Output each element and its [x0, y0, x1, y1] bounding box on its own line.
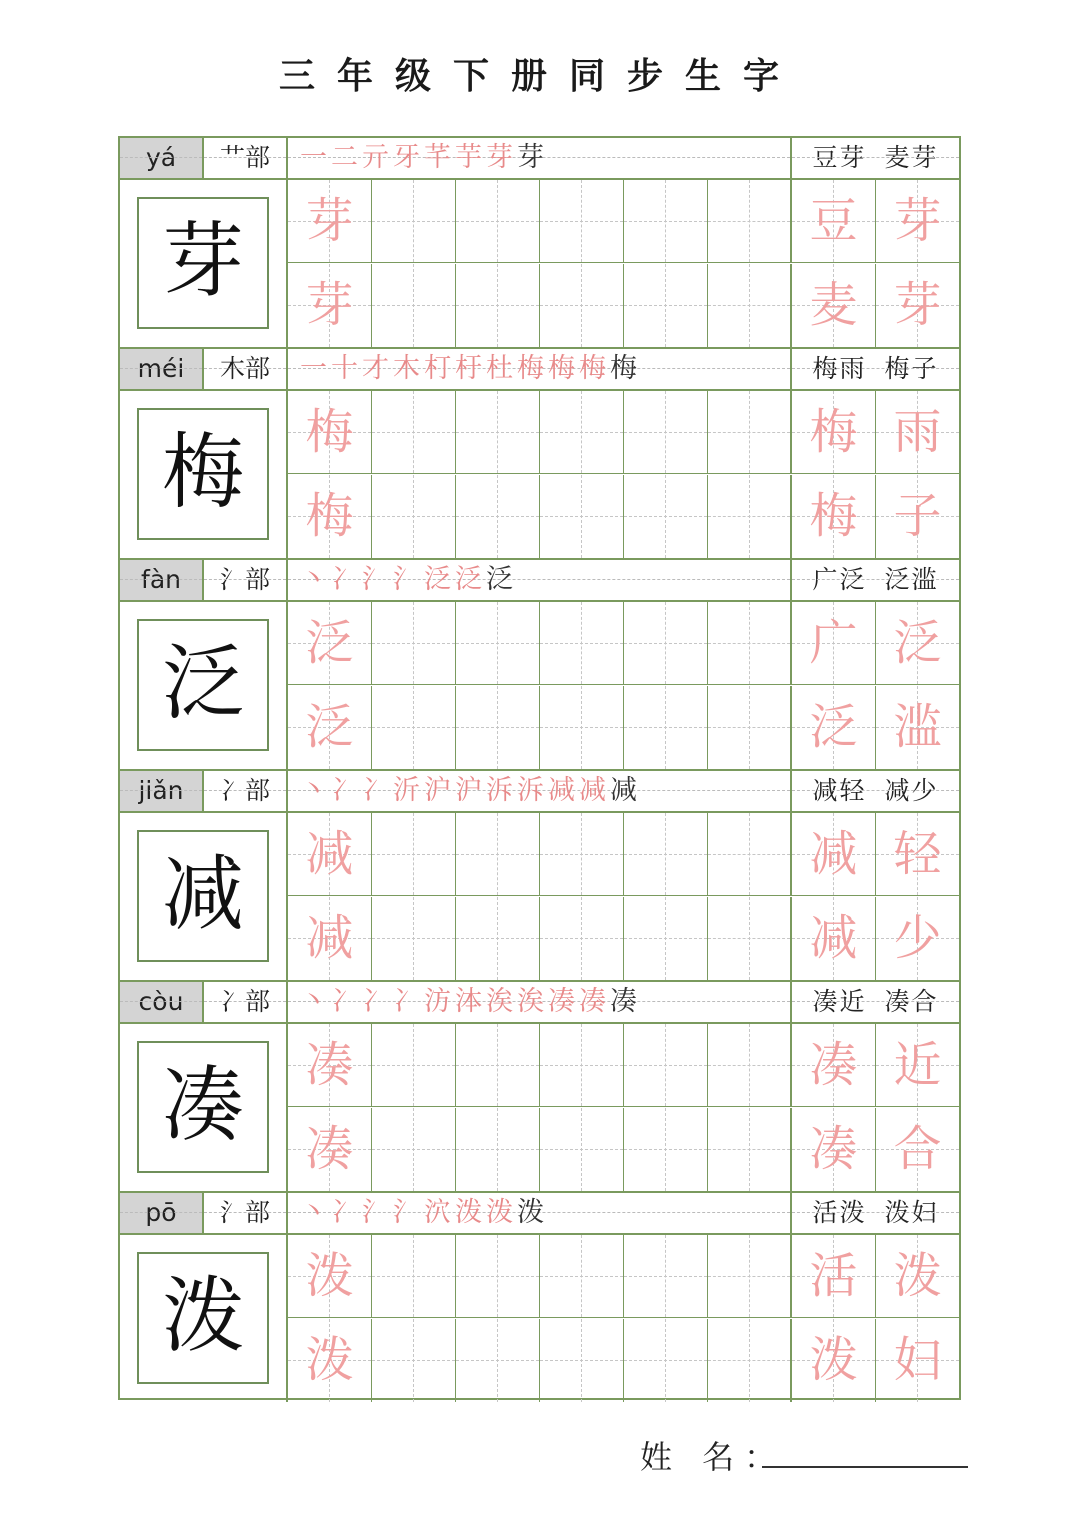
- writing-cell[interactable]: [540, 1235, 624, 1318]
- writing-cell[interactable]: [624, 1024, 708, 1107]
- stroke-final: 芽: [517, 142, 548, 173]
- vocab-trace-char: 轻: [893, 826, 942, 882]
- vocab-trace-char: 子: [893, 488, 942, 544]
- stroke-order: [288, 138, 792, 178]
- stroke-final: 凑: [610, 986, 641, 1017]
- stroke-step: 凑: [579, 986, 610, 1017]
- vocab-words: 豆芽 麦芽: [792, 138, 959, 178]
- writing-cell[interactable]: [708, 1024, 792, 1107]
- vocab-trace-char: 活: [809, 1248, 858, 1304]
- writing-cell[interactable]: [456, 1235, 540, 1318]
- stroke-step: 涘: [486, 986, 517, 1017]
- stroke-step: 丶: [300, 775, 331, 806]
- model-char-cell: [120, 1024, 288, 1191]
- stroke-order: [288, 982, 792, 1022]
- writing-cell[interactable]: [456, 1319, 540, 1402]
- writing-cell[interactable]: [624, 686, 708, 769]
- trace-char: 泛: [305, 699, 354, 755]
- writing-cell[interactable]: [372, 475, 456, 558]
- model-char: 减: [137, 830, 269, 962]
- writing-cell[interactable]: [456, 686, 540, 769]
- writing-cell[interactable]: [540, 602, 624, 685]
- practice-row: [120, 391, 959, 560]
- vocab-cell: [876, 686, 959, 769]
- vocab-words: 梅雨 梅子: [792, 349, 959, 389]
- vocab-cell: [876, 897, 959, 980]
- stroke-step: 冫: [331, 564, 362, 595]
- char-header-row: [120, 771, 959, 813]
- stroke-step: 冫: [331, 1197, 362, 1228]
- stroke-step: 泍: [455, 986, 486, 1017]
- vocab-cell: [792, 1235, 876, 1318]
- vocab-cell: [792, 602, 876, 685]
- vocab-trace-char: 近: [893, 1037, 942, 1093]
- vocab-cell: [792, 813, 876, 896]
- writing-cell[interactable]: [540, 180, 624, 263]
- stroke-final: 泼: [517, 1197, 548, 1228]
- writing-cell[interactable]: [624, 1319, 708, 1402]
- vocab-cell: [876, 1319, 959, 1402]
- vocab-trace-char: 梅: [809, 404, 858, 460]
- vocab-cell: [792, 264, 876, 347]
- writing-cell[interactable]: [624, 264, 708, 347]
- stroke-step: 冫: [331, 986, 362, 1017]
- writing-cell[interactable]: [540, 1024, 624, 1107]
- stroke-step: 氵: [362, 564, 393, 595]
- vocab-cell: [876, 264, 959, 347]
- stroke-step: 朾: [424, 353, 455, 384]
- stroke-step: 减: [548, 775, 579, 806]
- model-char-cell: [120, 602, 288, 769]
- practice-grid: [288, 1024, 792, 1191]
- practice-grid: [288, 813, 792, 980]
- writing-cell[interactable]: [456, 391, 540, 474]
- practice-grid: [288, 391, 792, 558]
- vocab-cell: [876, 180, 959, 263]
- stroke-step: 冫: [362, 775, 393, 806]
- stroke-step: 芊: [424, 142, 455, 173]
- trace-cell: [288, 1235, 372, 1318]
- vocab-trace-char: 豆: [809, 193, 858, 249]
- char-block: [120, 771, 959, 982]
- writing-cell[interactable]: [624, 391, 708, 474]
- vocab-trace-char: 泼: [809, 1332, 858, 1388]
- stroke-final: 梅: [610, 353, 641, 384]
- radical-label: 艹部: [204, 138, 288, 178]
- model-char-cell: [120, 1235, 288, 1402]
- stroke-step: 一: [300, 142, 331, 173]
- trace-char: 梅: [305, 488, 354, 544]
- stroke-step: 涘: [517, 986, 548, 1017]
- stroke-step: 减: [579, 775, 610, 806]
- pinyin-label: fàn: [120, 560, 204, 600]
- char-header-row: [120, 560, 959, 602]
- vocab-cell: [792, 897, 876, 980]
- vocab-trace-char: 减: [809, 910, 858, 966]
- vocab-cell: [792, 686, 876, 769]
- writing-cell[interactable]: [540, 391, 624, 474]
- vocab-words: 减轻 减少: [792, 771, 959, 811]
- stroke-step: 冫: [331, 775, 362, 806]
- writing-cell[interactable]: [624, 813, 708, 896]
- trace-char: 梅: [305, 404, 354, 460]
- writing-cell[interactable]: [708, 475, 792, 558]
- practice-row: [120, 813, 959, 982]
- model-char: 芽: [137, 197, 269, 329]
- trace-cell: [288, 897, 372, 980]
- vocab-trace-char: 芽: [893, 277, 942, 333]
- vocab-cell: [792, 475, 876, 558]
- trace-cell: [288, 1319, 372, 1402]
- trace-cell: [288, 686, 372, 769]
- stroke-step: 杜: [486, 353, 517, 384]
- trace-char: 芽: [305, 277, 354, 333]
- vocab-trace-char: 合: [893, 1121, 942, 1177]
- model-char: 泼: [137, 1252, 269, 1384]
- writing-cell[interactable]: [456, 264, 540, 347]
- writing-cell[interactable]: [372, 1108, 456, 1191]
- vocab-words: 活泼 泼妇: [792, 1193, 959, 1233]
- trace-cell: [288, 264, 372, 347]
- vocab-cell: [876, 813, 959, 896]
- stroke-step: 冫: [362, 986, 393, 1017]
- writing-cell[interactable]: [624, 897, 708, 980]
- vocab-cell: [876, 1024, 959, 1107]
- stroke-step: 一: [300, 353, 331, 384]
- vocab-trace-char: 减: [809, 826, 858, 882]
- writing-cell[interactable]: [372, 1235, 456, 1318]
- vocab-trace-char: 凑: [809, 1121, 858, 1177]
- vocab-cell: [876, 602, 959, 685]
- vocab-cell: [876, 391, 959, 474]
- writing-cell[interactable]: [624, 1235, 708, 1318]
- writing-cell[interactable]: [624, 602, 708, 685]
- vocab-words: 凑近 凑合: [792, 982, 959, 1022]
- stroke-step: 牙: [393, 142, 424, 173]
- stroke-step: 泛: [424, 564, 455, 595]
- char-block: [120, 138, 959, 349]
- vocab-trace-char: 少: [893, 910, 942, 966]
- char-block: [120, 982, 959, 1193]
- writing-cell[interactable]: [456, 1024, 540, 1107]
- practice-row: [120, 1024, 959, 1193]
- vocab-cell: [792, 1108, 876, 1191]
- stroke-step: 沪: [424, 775, 455, 806]
- stroke-final: 减: [610, 775, 641, 806]
- writing-cell[interactable]: [372, 813, 456, 896]
- stroke-step: 杅: [455, 353, 486, 384]
- stroke-step: 沪: [455, 775, 486, 806]
- vocab-grid: [792, 180, 959, 347]
- char-block: [120, 560, 959, 771]
- writing-cell[interactable]: [372, 180, 456, 263]
- name-label: 姓 名：: [640, 1438, 787, 1476]
- trace-cell: [288, 813, 372, 896]
- trace-char: 凑: [305, 1121, 354, 1177]
- stroke-step: 氵: [393, 564, 424, 595]
- stroke-order: [288, 349, 792, 389]
- vocab-cell: [876, 1108, 959, 1191]
- vocab-trace-char: 泼: [893, 1248, 942, 1304]
- pinyin-label: còu: [120, 982, 204, 1022]
- writing-cell[interactable]: [456, 475, 540, 558]
- stroke-order: [288, 1193, 792, 1233]
- stroke-step: 芽: [486, 142, 517, 173]
- vocab-grid: [792, 602, 959, 769]
- pinyin-label: yá: [120, 138, 204, 178]
- stroke-step: 泬: [424, 1197, 455, 1228]
- practice-sheet: [118, 136, 961, 1400]
- writing-cell[interactable]: [708, 602, 792, 685]
- stroke-step: 氵: [362, 1197, 393, 1228]
- writing-cell[interactable]: [708, 1235, 792, 1318]
- stroke-step: 二: [331, 142, 362, 173]
- writing-cell[interactable]: [708, 686, 792, 769]
- writing-cell[interactable]: [708, 180, 792, 263]
- stroke-order: [288, 771, 792, 811]
- trace-char: 芽: [305, 193, 354, 249]
- char-header-row: [120, 1193, 959, 1235]
- pinyin-label: jiǎn: [120, 771, 204, 811]
- writing-cell[interactable]: [456, 813, 540, 896]
- writing-cell[interactable]: [624, 475, 708, 558]
- writing-cell[interactable]: [540, 813, 624, 896]
- writing-cell[interactable]: [708, 264, 792, 347]
- vocab-cell: [792, 1024, 876, 1107]
- trace-cell: [288, 180, 372, 263]
- trace-cell: [288, 602, 372, 685]
- trace-char: 泛: [305, 615, 354, 671]
- trace-char: 泼: [305, 1248, 354, 1304]
- practice-grid: [288, 602, 792, 769]
- page-title: 三年级下册同步生字: [278, 55, 801, 97]
- vocab-words: 广泛 泛滥: [792, 560, 959, 600]
- writing-cell[interactable]: [372, 391, 456, 474]
- vocab-trace-char: 广: [809, 615, 858, 671]
- stroke-step: 泝: [486, 775, 517, 806]
- stroke-step: 泝: [517, 775, 548, 806]
- vocab-cell: [876, 475, 959, 558]
- vocab-trace-char: 妇: [893, 1332, 942, 1388]
- stroke-step: 梅: [548, 353, 579, 384]
- char-header-row: [120, 349, 959, 391]
- vocab-grid: [792, 813, 959, 980]
- stroke-order: [288, 560, 792, 600]
- vocab-trace-char: 麦: [809, 277, 858, 333]
- model-char-cell: [120, 813, 288, 980]
- stroke-step: 亓: [362, 142, 393, 173]
- writing-cell[interactable]: [540, 1108, 624, 1191]
- model-char: 凑: [137, 1041, 269, 1173]
- writing-cell[interactable]: [708, 391, 792, 474]
- writing-cell[interactable]: [708, 813, 792, 896]
- writing-cell[interactable]: [372, 1319, 456, 1402]
- vocab-cell: [792, 180, 876, 263]
- trace-cell: [288, 1024, 372, 1107]
- char-block: [120, 1193, 959, 1404]
- model-char: 泛: [137, 619, 269, 751]
- name-input-line[interactable]: [762, 1466, 968, 1468]
- model-char: 梅: [137, 408, 269, 540]
- writing-cell[interactable]: [708, 1108, 792, 1191]
- practice-row: [120, 602, 959, 771]
- pinyin-label: pō: [120, 1193, 204, 1233]
- stroke-step: 才: [362, 353, 393, 384]
- practice-grid: [288, 180, 792, 347]
- vocab-trace-char: 泛: [809, 699, 858, 755]
- trace-cell: [288, 1108, 372, 1191]
- pinyin-label: méi: [120, 349, 204, 389]
- vocab-trace-char: 滥: [893, 699, 942, 755]
- writing-cell[interactable]: [540, 1319, 624, 1402]
- vocab-trace-char: 凑: [809, 1037, 858, 1093]
- trace-cell: [288, 475, 372, 558]
- writing-cell[interactable]: [456, 1108, 540, 1191]
- stroke-step: 泛: [455, 564, 486, 595]
- writing-cell[interactable]: [372, 897, 456, 980]
- stroke-step: 冫: [393, 986, 424, 1017]
- model-char-cell: [120, 391, 288, 558]
- stroke-step: 梅: [517, 353, 548, 384]
- stroke-step: 十: [331, 353, 362, 384]
- vocab-grid: [792, 1024, 959, 1191]
- model-char-cell: [120, 180, 288, 347]
- vocab-trace-char: 雨: [893, 404, 942, 460]
- writing-cell[interactable]: [372, 1024, 456, 1107]
- radical-label: 冫部: [204, 982, 288, 1022]
- char-block: [120, 349, 959, 560]
- writing-cell[interactable]: [540, 264, 624, 347]
- stroke-final: 泛: [486, 564, 517, 595]
- stroke-step: 汸: [424, 986, 455, 1017]
- stroke-step: 凑: [548, 986, 579, 1017]
- practice-grid: [288, 1235, 792, 1402]
- vocab-trace-char: 泛: [893, 615, 942, 671]
- vocab-grid: [792, 1235, 959, 1402]
- vocab-cell: [876, 1235, 959, 1318]
- stroke-step: 泼: [486, 1197, 517, 1228]
- vocab-trace-char: 梅: [809, 488, 858, 544]
- writing-cell[interactable]: [456, 602, 540, 685]
- vocab-cell: [792, 1319, 876, 1402]
- stroke-step: 丶: [300, 564, 331, 595]
- writing-cell[interactable]: [372, 602, 456, 685]
- trace-char: 泼: [305, 1332, 354, 1388]
- trace-char: 减: [305, 826, 354, 882]
- writing-cell[interactable]: [540, 897, 624, 980]
- writing-cell[interactable]: [540, 686, 624, 769]
- char-header-row: [120, 138, 959, 180]
- trace-char: 凑: [305, 1037, 354, 1093]
- radical-label: 冫部: [204, 771, 288, 811]
- writing-cell[interactable]: [708, 1319, 792, 1402]
- stroke-step: 丶: [300, 1197, 331, 1228]
- writing-cell[interactable]: [372, 686, 456, 769]
- writing-cell[interactable]: [624, 180, 708, 263]
- practice-row: [120, 180, 959, 349]
- writing-cell[interactable]: [456, 180, 540, 263]
- trace-char: 减: [305, 910, 354, 966]
- stroke-step: 芋: [455, 142, 486, 173]
- radical-label: 氵部: [204, 560, 288, 600]
- vocab-trace-char: 芽: [893, 193, 942, 249]
- stroke-step: 氵: [393, 1197, 424, 1228]
- writing-cell[interactable]: [708, 897, 792, 980]
- writing-cell[interactable]: [372, 264, 456, 347]
- vocab-grid: [792, 391, 959, 558]
- writing-cell[interactable]: [456, 897, 540, 980]
- stroke-step: 沂: [393, 775, 424, 806]
- stroke-step: 丶: [300, 986, 331, 1017]
- char-header-row: [120, 982, 959, 1024]
- trace-cell: [288, 391, 372, 474]
- stroke-step: 泼: [455, 1197, 486, 1228]
- practice-row: [120, 1235, 959, 1404]
- vocab-cell: [792, 391, 876, 474]
- writing-cell[interactable]: [540, 475, 624, 558]
- stroke-step: 梅: [579, 353, 610, 384]
- stroke-step: 木: [393, 353, 424, 384]
- writing-cell[interactable]: [624, 1108, 708, 1191]
- radical-label: 氵部: [204, 1193, 288, 1233]
- radical-label: 木部: [204, 349, 288, 389]
